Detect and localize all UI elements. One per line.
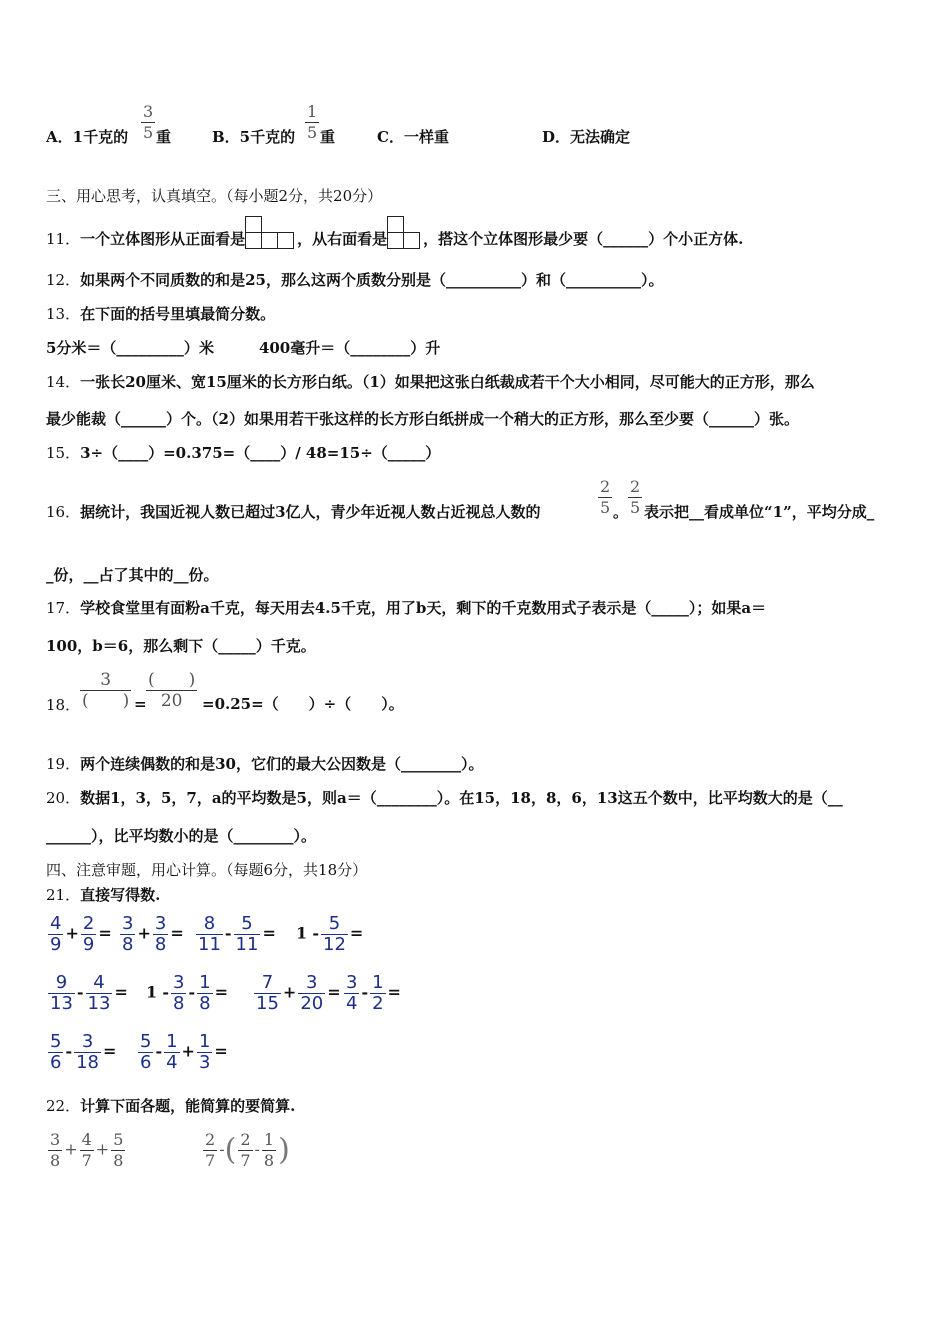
fraction <box>197 973 212 1014</box>
fraction <box>48 973 75 1014</box>
q18-fraction-1 <box>80 670 131 711</box>
q12 <box>46 270 663 290</box>
fraction-numerator: 2 <box>82 913 95 934</box>
fraction <box>48 914 63 955</box>
q16-text-3: 表示把__看成单位“1”，平均分成_ <box>644 503 875 521</box>
fraction-denominator: 20 <box>300 993 324 1014</box>
fraction <box>321 914 348 955</box>
front-view-figure <box>245 216 297 250</box>
fraction-denominator: 18 <box>76 1052 99 1073</box>
fraction-denominator: ( ) <box>82 691 130 711</box>
q16-number: 16． <box>46 503 81 521</box>
fraction-numerator: 2 <box>205 1130 216 1149</box>
fraction-numerator: 8 <box>203 913 216 934</box>
fraction-numerator: 3 <box>346 972 358 993</box>
operator: - <box>155 1041 163 1061</box>
fraction <box>344 973 359 1014</box>
q19 <box>46 754 483 774</box>
calc-item <box>46 914 112 955</box>
fraction-denominator: 4 <box>346 993 358 1014</box>
equals-sign: = <box>214 982 228 1002</box>
operator: + <box>137 923 151 943</box>
q15-number: 15． <box>46 444 81 462</box>
fraction-denominator: 9 <box>50 934 62 955</box>
fraction-numerator: 4 <box>81 1130 92 1149</box>
calc-item <box>118 914 184 955</box>
fraction-denominator: 5 <box>600 498 611 517</box>
operator: - <box>65 1041 73 1061</box>
fraction-denominator: 11 <box>198 934 221 955</box>
q13-text: 在下面的括号里填最简分数。 <box>80 305 276 323</box>
right-parenthesis: ) <box>278 1132 290 1168</box>
operator: - <box>76 982 84 1002</box>
q19-text: 两个连续偶数的和是30，它们的最大公因数是（________）。 <box>80 755 484 773</box>
operator: - <box>162 982 170 1002</box>
q10-option-d: D．无法确定 <box>542 128 631 146</box>
q10-a-fraction <box>141 102 155 143</box>
q20-line-2: ______），比平均数小的是（________）。 <box>46 827 317 845</box>
fraction <box>74 1032 101 1073</box>
fraction-denominator: 5 <box>143 123 154 142</box>
q12-number: 12． <box>46 271 81 289</box>
calc-item <box>252 973 341 1014</box>
q10-b-fraction <box>305 102 319 143</box>
fraction <box>138 1032 153 1073</box>
fraction <box>164 1032 179 1073</box>
q13-number: 13． <box>46 305 81 323</box>
calc-item <box>46 973 128 1014</box>
q15-text: 3÷（____）=0.375=（____）/ 48=15÷（_____） <box>80 444 441 462</box>
fraction <box>370 973 385 1014</box>
fraction-denominator: 5 <box>630 498 641 517</box>
fraction-numerator: 4 <box>50 913 62 934</box>
fraction-numerator: 3 <box>122 913 134 934</box>
q16-fraction-ref <box>628 477 642 518</box>
operator: + <box>282 982 297 1002</box>
fraction-numerator: 1 <box>166 1031 178 1052</box>
figure-cell <box>261 232 278 249</box>
fraction-denominator: 8 <box>50 1151 61 1170</box>
fraction-numerator: 2 <box>630 477 641 496</box>
q17-number: 17． <box>46 599 81 617</box>
fraction-denominator: 11 <box>235 934 259 955</box>
calc-item <box>136 1032 228 1073</box>
equals-sign: = <box>327 982 341 1002</box>
q14-line-1 <box>46 372 815 392</box>
q17-line-2: 100，b＝6，那么剩下（_____）千克。 <box>46 637 316 655</box>
q10-option-c: C．一样重 <box>377 128 449 146</box>
operator: - <box>254 1139 260 1159</box>
q22-expression-b <box>201 1130 290 1171</box>
q11-text-3: ，搭这个立体图形最少要（______）个小正方体. <box>423 230 744 248</box>
q22 <box>46 1096 295 1116</box>
fraction <box>238 1130 252 1171</box>
operator: - <box>188 982 196 1002</box>
fraction-denominator: 5 <box>307 123 318 142</box>
calc-item <box>194 914 276 955</box>
fraction-denominator: 4 <box>166 1052 178 1073</box>
q16-text-1: 据统计，我国近视人数已超过3亿人，青少年近视人数占近视总人数的 <box>80 503 541 521</box>
fraction-denominator: 7 <box>205 1151 216 1170</box>
fraction-numerator: 9 <box>55 972 68 993</box>
calc-item <box>296 914 363 955</box>
operator: - <box>312 923 320 943</box>
q14-text-1: 一张长20厘米、宽15厘米的长方形白纸。（1）如果把这张白纸裁成若干个大小相同，尽可能大的正方形，那么 <box>80 373 815 391</box>
figure-cell <box>387 232 404 249</box>
q11-number: 11． <box>46 230 81 248</box>
fraction <box>203 1130 217 1171</box>
fraction-denominator: 7 <box>81 1151 92 1170</box>
right-view-figure <box>387 216 423 250</box>
fraction-denominator: 3 <box>198 1052 211 1073</box>
fraction <box>48 1130 62 1171</box>
fraction <box>262 1130 276 1171</box>
fraction-numerator: 1 <box>198 1031 211 1052</box>
fraction-numerator: 1 <box>199 972 211 993</box>
fraction-numerator: 1 <box>263 1130 275 1149</box>
q16-fraction-inline <box>598 477 612 518</box>
operator: - <box>224 923 232 943</box>
fraction <box>234 914 261 955</box>
fraction <box>153 914 168 955</box>
fraction-denominator: 8 <box>263 1151 275 1170</box>
q19-number: 19． <box>46 755 81 773</box>
figure-cell <box>245 232 262 249</box>
fraction-denominator: 8 <box>154 934 167 955</box>
equals-sign: = <box>349 923 364 943</box>
operator: - <box>361 982 369 1002</box>
operator: + <box>95 1139 110 1159</box>
fraction <box>196 914 223 955</box>
q10-b-prefix: B．5千克的 <box>212 128 296 146</box>
q20-text-1: 数据1，3，5，7，a的平均数是5，则a＝（________）。在15，18，8，6，13这五个数中，比平均数大的是（__ <box>80 789 843 807</box>
fraction-numerator: 3 <box>154 913 167 934</box>
equals-sign: = <box>103 1041 117 1061</box>
operator: + <box>65 923 79 943</box>
fraction-numerator: 5 <box>140 1031 152 1052</box>
q17-line-1 <box>46 598 766 618</box>
fraction-numerator: 3 <box>173 972 185 993</box>
fraction-numerator: 7 <box>261 972 274 993</box>
equals-sign: = <box>387 982 401 1002</box>
fraction-denominator: 6 <box>50 1052 62 1073</box>
fraction-denominator: 15 <box>256 993 279 1014</box>
q20-line-1 <box>46 788 843 808</box>
q22-text: 计算下面各题，能简算的要简算. <box>80 1097 296 1115</box>
figure-cell <box>403 232 420 249</box>
fraction <box>48 1032 63 1073</box>
q11 <box>46 223 743 257</box>
q17-text-1: 学校食堂里有面粉a千克，每天用去4.5千克，用了b天，剩下的千克数用式子表示是（_____）；如果a＝ <box>80 599 767 617</box>
q15 <box>46 443 440 463</box>
figure-cell <box>387 216 404 233</box>
fraction-numerator: 1 <box>307 102 318 121</box>
fraction-denominator: 13 <box>50 993 73 1014</box>
q18-number: 18． <box>46 696 81 714</box>
q21-number: 21． <box>46 886 81 904</box>
fraction-denominator: 6 <box>140 1052 152 1073</box>
equals-sign: = <box>98 923 112 943</box>
q11-text-1: 一个立体图形从正面看是 <box>80 230 246 248</box>
fraction-denominator: 20 <box>160 691 183 711</box>
q13 <box>46 304 275 324</box>
fraction-denominator: 8 <box>113 1151 124 1170</box>
fraction-numerator: 3 <box>100 670 112 690</box>
q16-line-2: _份，__占了其中的__份。 <box>46 566 219 584</box>
q20-number: 20． <box>46 789 81 807</box>
section-4-title: 四、注意审题，用心计算。（每题6分，共18分） <box>46 861 368 879</box>
equals-sign: = <box>214 1041 228 1061</box>
fraction-numerator: 5 <box>328 913 341 934</box>
figure-cell <box>277 232 294 249</box>
calc-item <box>146 973 228 1014</box>
fraction <box>111 1130 125 1171</box>
fraction <box>81 914 96 955</box>
fraction-denominator: 7 <box>240 1151 251 1170</box>
fraction-numerator: 1 <box>372 972 384 993</box>
fraction-denominator: 2 <box>372 993 384 1014</box>
q21-text: 直接写得数. <box>80 886 161 904</box>
q10-b-suffix: 重 <box>320 128 336 146</box>
q12-text: 如果两个不同质数的和是25，那么这两个质数分别是（__________）和（__________）。 <box>80 271 664 289</box>
fraction-numerator: 2 <box>600 477 611 496</box>
fraction-numerator: 5 <box>241 913 253 934</box>
fraction-numerator: 3 <box>306 972 318 993</box>
q10-a-suffix: 重 <box>156 128 172 146</box>
fraction <box>120 914 135 955</box>
fraction <box>298 973 325 1014</box>
fraction-numerator: ( ) <box>148 670 196 690</box>
fraction-denominator: 8 <box>173 993 185 1014</box>
fraction-denominator: 13 <box>87 993 111 1014</box>
calc-item <box>342 973 401 1014</box>
equals-sign: = <box>170 923 184 943</box>
q18-rest: =0.25=（ ）÷（ ）。 <box>202 695 404 713</box>
q22-number: 22． <box>46 1097 81 1115</box>
q18-equals: = <box>134 695 147 713</box>
fraction-numerator: 5 <box>50 1031 62 1052</box>
equals-sign: = <box>114 982 128 1002</box>
fraction <box>197 1032 212 1073</box>
operator: - <box>219 1139 225 1159</box>
fraction-denominator: 8 <box>199 993 211 1014</box>
fraction-denominator: 8 <box>122 934 134 955</box>
q21 <box>46 885 160 905</box>
figure-cell <box>245 216 262 233</box>
operator: + <box>64 1139 78 1159</box>
number-one: 1 <box>296 923 308 943</box>
fraction-numerator: 3 <box>50 1130 61 1149</box>
section-3-title: 三、用心思考，认真填空。（每小题2分，共20分） <box>46 187 383 205</box>
operator: + <box>181 1041 195 1061</box>
equals-sign: = <box>262 923 276 943</box>
q11-text-2: ，从右面看是 <box>297 230 388 248</box>
q10-a-prefix: A．1千克的 <box>46 128 129 146</box>
q16-text-2: 。 <box>613 503 629 521</box>
fraction-numerator: 3 <box>143 102 154 121</box>
q14-number: 14． <box>46 373 81 391</box>
fraction <box>254 973 281 1014</box>
fraction-denominator: 9 <box>82 934 95 955</box>
fraction <box>80 1130 94 1171</box>
q22-expression-a <box>46 1130 127 1171</box>
fraction <box>171 973 186 1014</box>
fraction-numerator: 5 <box>113 1130 124 1149</box>
q14-line-2: 最少能裁（______）个。（2）如果用若干张这样的长方形白纸拼成一个稍大的正方形，那么至少要（______）张。 <box>46 410 799 428</box>
q10-option-a <box>46 127 128 147</box>
fraction-numerator: 2 <box>240 1130 251 1149</box>
left-parenthesis: ( <box>224 1132 237 1168</box>
number-one: 1 <box>146 982 158 1002</box>
fraction <box>86 973 113 1014</box>
fraction-numerator: 4 <box>93 972 105 993</box>
q18-fraction-2 <box>146 670 197 711</box>
fraction-denominator: 12 <box>323 934 346 955</box>
q13-blanks: 5分米＝（_________）米 400毫升＝（________）升 <box>46 339 441 357</box>
fraction-numerator: 3 <box>81 1031 94 1052</box>
calc-item <box>46 1032 116 1073</box>
